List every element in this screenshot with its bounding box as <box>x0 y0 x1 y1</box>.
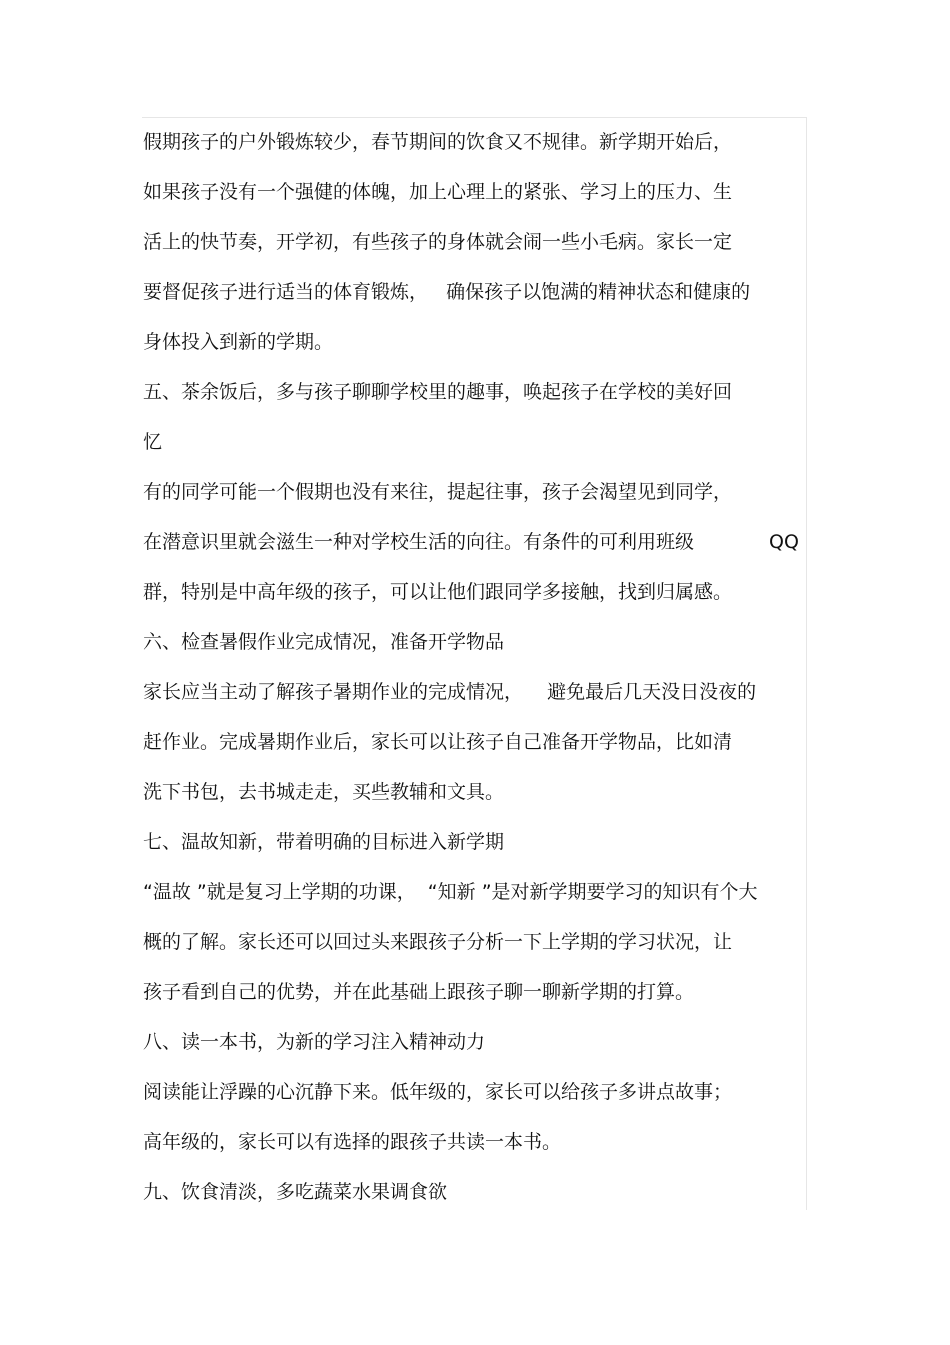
text-line: 概的了解。家长还可以回过头来跟孩子分析一下上学期的学习状况，让 <box>143 931 733 953</box>
text-line: “温故 ”就是复习上学期的功课， “知新 ”是对新学期要学习的知识有个大 <box>143 881 758 903</box>
text-line: 群，特别是中高年级的孩子，可以让他们跟同学多接触，找到归属感。 <box>143 581 733 603</box>
text-line: 要督促孩子进行适当的体育锻炼， 确保孩子以饱满的精神状态和健康的 <box>143 281 751 303</box>
text-line: 八、读一本书，为新的学习注入精神动力 <box>143 1031 486 1053</box>
text-line: 身体投入到新的学期。 <box>143 331 334 353</box>
text-line: 忆 <box>143 431 163 453</box>
text-line: 假期孩子的户外锻炼较少，春节期间的饮食又不规律。新学期开始后， <box>143 131 733 153</box>
text-line: 如果孩子没有一个强健的体魄，加上心理上的紧张、学习上的压力、生 <box>143 181 733 203</box>
qq-label: QQ <box>769 531 799 553</box>
text-line: 六、检查暑假作业完成情况，准备开学物品 <box>143 631 505 653</box>
text-line: 七、温故知新，带着明确的目标进入新学期 <box>143 831 505 853</box>
text-line: 阅读能让浮躁的心沉静下来。低年级的，家长可以给孩子多讲点故事； <box>143 1081 733 1103</box>
text-line: 孩子看到自己的优势，并在此基础上跟孩子聊一聊新学期的打算。 <box>143 981 695 1003</box>
text-line: 赶作业。完成暑期作业后，家长可以让孩子自己准备开学物品，比如清 <box>143 731 733 753</box>
text-line: 家长应当主动了解孩子暑期作业的完成情况， 避免最后几天没日没夜的 <box>143 681 757 703</box>
text-line: 五、茶余饭后，多与孩子聊聊学校里的趣事，唤起孩子在学校的美好回 <box>143 381 733 403</box>
text-line: 洗下书包，去书城走走，买些教辅和文具。 <box>143 781 505 803</box>
text-line: 九、饮食清淡，多吃蔬菜水果调食欲 <box>143 1181 448 1203</box>
text-line: 有的同学可能一个假期也没有来往，提起往事，孩子会渴望见到同学， <box>143 481 733 503</box>
text-line: 高年级的，家长可以有选择的跟孩子共读一本书。 <box>143 1131 562 1153</box>
text-line: 在潜意识里就会滋生一种对学校生活的向往。有条件的可利用班级 <box>143 531 695 553</box>
text-line: 活上的快节奏，开学初，有些孩子的身体就会闹一些小毛病。家长一定 <box>143 231 733 253</box>
